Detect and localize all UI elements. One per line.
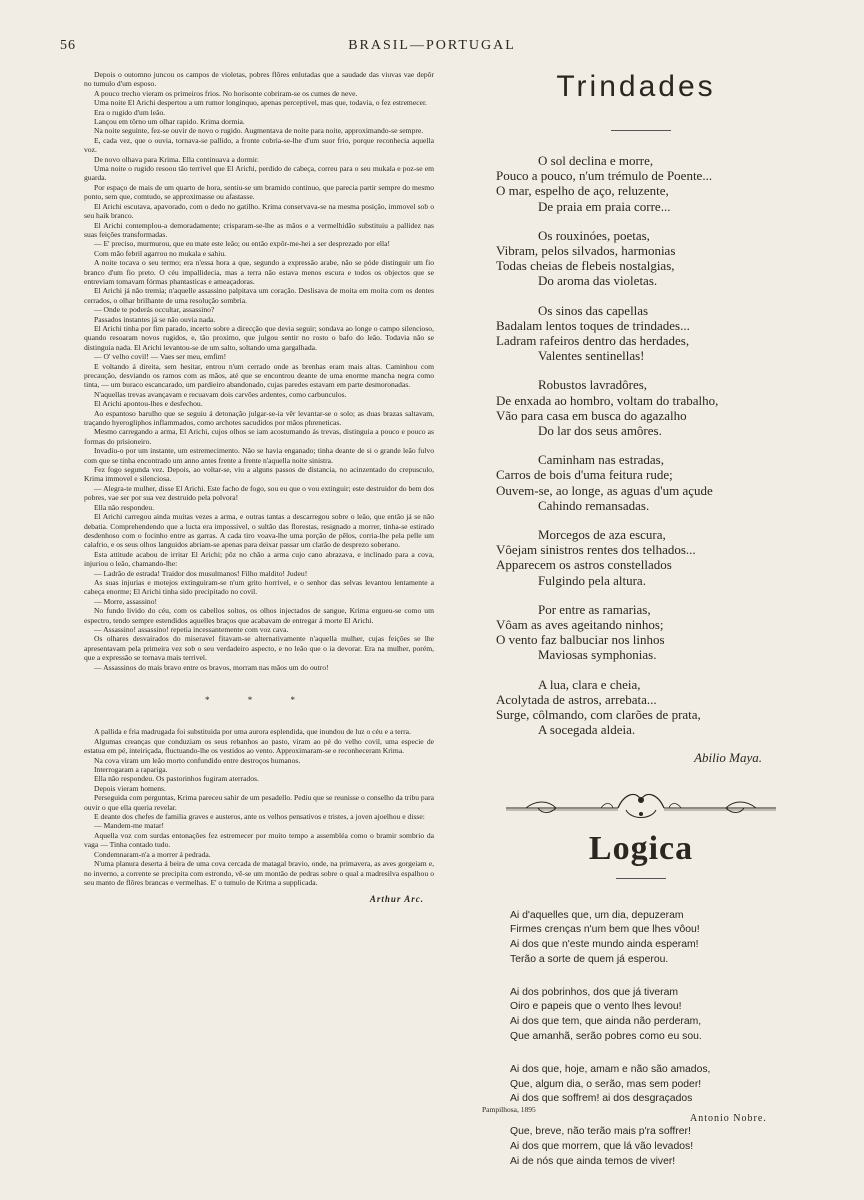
story-paragraph: N'uma planura deserta á beira de uma cova cercada de matagal bravio, onde, na primavera, as aves gorgeiam e, no inverno, a corrente se precipita com estrondo, vê-se um montão de pedras sobre o qual a madresilva espalhou o seu manto de flôres brancas e vermelhas. E' o tumulo de Krima a supplicada. xyxy=(84,859,434,887)
poem-stanza xyxy=(496,677,786,738)
story-paragraph: — Assassinos do mais bravo entre os bravos, morram nas mãos um do outro! xyxy=(94,662,329,672)
section-separator: * * * xyxy=(205,695,313,705)
story-paragraph: A noite tocava o seu termo; era n'essa hora a que, segundo a expressão arabe, não se póde distinguir um fio branco d'um fio preto. O céu impallidecia, mas a terra não estava menos escura e todos os objectos que se entreviam tomavam fórmas phantasticas e ameaçadoras. xyxy=(84,258,434,286)
story-part-2 xyxy=(84,727,434,887)
story-paragraph: E, cada vez, que o ouvia, tornava-se pallido, a fronte cobria-se-lhe d'um suor frio, porque reconhecia aquella voz. xyxy=(84,135,434,155)
story-paragraph: Esta attitude acabou de irritar El Arichi; pôz no chão a arma cujo cano abrazava, e inclinado para a cova, injuriou o leão, chamando-lhe: xyxy=(84,549,434,569)
poem-author-abilio: Abilio Maya. xyxy=(694,749,762,765)
story-paragraph: Com mão febril agarrou no mukala e sahiu. xyxy=(94,248,227,258)
poem-line: Do aroma das violetas. xyxy=(538,273,658,289)
story-paragraph: — O' velho covil! — Vaes ser meu, emfim! xyxy=(94,352,227,362)
story-paragraph: Ella não respondeu. xyxy=(94,502,155,512)
poem-line: Oiro e papeis que o vento lhes levou! xyxy=(510,1001,682,1013)
story-paragraph: No fundo livido do céu, com os cabellos soltos, os olhos injectados de sangue, Krima ergueu-se como um espectro, tendo sempre estendidos aquelles braços que acabavam de entregar á morte El Arichi. xyxy=(84,606,434,625)
poem-line: Ai dos que soffrem! ai dos desgraçados xyxy=(510,1093,693,1105)
poem-line: Ai dos pobrinhos, dos que já tiveram xyxy=(510,986,679,998)
story-paragraph: Condemnaram-n'a a morrer á pedrada. xyxy=(94,849,211,859)
poem-line: Ouvem-se, ao longe, as aguas d'um açude xyxy=(496,482,713,498)
story-paragraph: Era o rugido d'um leão. xyxy=(94,107,166,117)
poem-title-logica: Logica xyxy=(588,829,694,867)
story-paragraph: Invadiu-o por um instante, um estremecimento. Não se havia enganado; tinha deante de si o grande leão fulvo com que se tinha encontrado um anno antes frente a frente n'aquella noite sinistra. xyxy=(84,446,434,465)
story-paragraph: Fez fogo segunda vez. Depois, ao voltar-se, viu a alguns passos de distancia, no acinzentado do crepusculo, Krima immovel e silenciosa. xyxy=(84,465,434,484)
poem-line: Ai dos que n'este mundo ainda esperam! xyxy=(510,939,699,951)
poem-line: A lua, clara e cheia, xyxy=(538,676,641,692)
poem-line: De enxada ao hombro, voltam do trabalho, xyxy=(496,392,719,408)
poems-column xyxy=(496,70,786,1188)
story-paragraph: El Arichi contemplou-a demoradamente; crisparam-se-lhe as mãos e a vermelhidão substituiu a pallidez nas suas feições transformadas. xyxy=(84,220,434,239)
poem-line: Apparecem os astros constellados xyxy=(496,557,672,573)
story-paragraph: Algumas creanças que conduziam os seus rebanhos ao pasto, viram ao pé do velho covil, uma especie de estatua em pé, inteiriçada, fluctuando-lhe os vestidos ao vento. Approximaram-se e reconheceram Krima. xyxy=(84,736,434,756)
story-paragraph: — Ladrão de estrada! Traidor dos musulmanos! Filho maldito! Judeu! xyxy=(94,568,308,578)
poem-line: O vento faz balbuciar nos linhos xyxy=(496,632,665,648)
story-paragraph: El Arichi tinha por fim parado, incerto sobre a direcção que devia seguir; sondava ao longe o campo silencioso, quando resoaram novos rugidos, e, tão proximo, que julgou sentir no rosto o bafo do leão. Todavia não se distinguia nada. El Arichi levantou-se de um salto, soltando uma gargalhada. xyxy=(84,323,434,352)
page-number: 56 xyxy=(60,38,76,53)
story-paragraph: Perseguida com perguntas, Krima pareceu sahir de um pesadello. Pediu que se reunisse o conselho da tribu para ouvir o que ella queria revelar. xyxy=(84,793,434,812)
poem-line: Que, breve, não terão mais p'ra soffrer! xyxy=(510,1126,691,1138)
poem-stanza xyxy=(510,1125,786,1169)
story-paragraph: Ella não respondeu. Os pastorinhos fugiram aterrados. xyxy=(94,774,259,784)
story-paragraph: Por espaço de mais de um quarto de hora, sentiu-se um bramido continuo, que parecia partir sempre do mesmo ponto, sem que, comtudo, se approximasse ou afastasse. xyxy=(84,182,434,202)
poem-line: Pouco a pouco, n'um trémulo de Poente... xyxy=(496,168,713,184)
poem-stanza xyxy=(496,153,786,214)
story-paragraph: A pallida e fria madrugada foi substituida por uma aurora esplendida, que inundou de luz o céu e a terra. xyxy=(94,727,411,737)
poem-line: Todas cheias de flebeis nostalgias, xyxy=(496,258,675,274)
poem-line: Vibram, pelos silvados, harmonias xyxy=(496,243,676,259)
poem-line: Que amanhã, serão pobres como eu sou. xyxy=(510,1031,702,1043)
story-paragraph: As suas injurias e motejos extinguiram-se n'um grito horrivel, e o senhor das selvas levantou lentamente a cabeça enorme; El Arichi tinha sido precipitado no covil. xyxy=(84,577,434,597)
poem-line: Os rouxinóes, poetas, xyxy=(538,227,650,243)
story-paragraph: — Assassino! assassino! repetia incessantemente com voz cava. xyxy=(94,624,289,634)
poem-line: Ai d'aquelles que, um dia, depuzeram xyxy=(510,909,684,921)
story-paragraph: Ao espantoso barulho que se seguiu á detonação julgar-se-ia vêr levantar-se o solo; as duas brazas saltavam, traçando hyerogliphos inflammados, como archotes sacudidos por mãos phreneticas. xyxy=(84,408,434,428)
story-paragraph: Mesmo carregando a arma, El Arichi, cujos olhos se iam acostumando ás trevas, distinguia a pouco e pouco as formas do prisioneiro. xyxy=(84,427,434,446)
story-paragraph: — Alegra-te mulher, disse El Arichi. Este facho de fogo, sou eu que o vou extinguir; este destruidor do bem dos pobres, vae ser por sua vez destruido pela polvora! xyxy=(84,483,434,503)
story-part-1 xyxy=(84,70,434,672)
poem-line: Carros de bois d'uma feitura rude; xyxy=(496,467,673,483)
poem-logica-body xyxy=(510,909,786,1170)
story-paragraph: Passados instantes já se não ouvia nada. xyxy=(94,314,216,324)
story-paragraph: Lançou em tôrno um olhar rapido. Krima dormia. xyxy=(94,117,245,127)
poem-stanza xyxy=(496,228,786,289)
poem-line: Surge, côlmando, com clarões de prata, xyxy=(496,707,701,723)
poem-line: O sol declina e morre, xyxy=(538,153,654,168)
poem-line: Ladram rafeiros dentro das herdades, xyxy=(496,333,690,349)
story-paragraph: Na cova viram um leão morto confundido entre destroços humanos. xyxy=(94,755,301,765)
poem-line: Vôam as aves ageitando ninhos; xyxy=(496,617,664,633)
story-paragraph: Aquella voz com surdas entonações fez estremecer por muito tempo a assembléa como o bramir sombrio da vaga — Tinha contado tudo. xyxy=(84,830,434,850)
poem-line: Terão a sorte de quem já esperou. xyxy=(510,953,669,965)
poem-stanza xyxy=(496,527,786,588)
story-paragraph: — Mandem-me matar! xyxy=(94,821,165,831)
story-paragraph: Os olhares desvairados do miseravel fitavam-se alternativamente n'aquella mulher, cujas feições se lhe apresentavam pela primeira vez sob o seu verdadeiro aspecto, e no leão que o ia devorar. Era na mulher, porém, que a expressão se tornava mais terrivel. xyxy=(84,634,434,663)
poem-line: Ai dos que, hoje, amam e não são amados, xyxy=(510,1063,711,1075)
story-column xyxy=(84,70,434,905)
story-paragraph: Uma noite El Arichi despertou a um rumor longinquo, apenas perceptivel, mas que, todavia, o fez estremecer. xyxy=(94,98,427,108)
story-paragraph: Depois o outomno juncou os campos de violetas, pobres flôres enlutadas que a saudade das viuvas vae depôr no tumulo d'um esposo. xyxy=(84,70,434,89)
flourish-ornament-icon xyxy=(506,786,776,826)
poem-line: Maviosas symphonias. xyxy=(538,647,657,663)
poem-line: Os sinos das capellas xyxy=(538,302,649,318)
poem-line: Badalam lentos toques de trindades... xyxy=(496,317,690,333)
title-rule-2 xyxy=(616,878,666,879)
story-paragraph: — E' preciso, murmurou, que eu mate este leão; ou então expôr-me-hei a ser desprezado por ella! xyxy=(94,239,390,249)
story-paragraph: E voltando á direita, sem hesitar, entrou n'um cerrado onde as brenhas eram mais altas. Caminhou com precaução, desviando os ramos com as mãos, até que se encontrou deante de uma enorme mancha negra como tinta, — um buraco escancarado, um pardieiro abandonado, cujas paredes estavam em parte desmoronadas. xyxy=(84,361,434,390)
poem-line: Valentes sentinellas! xyxy=(538,348,645,364)
poem-place-date: Pampilhosa, 1895 xyxy=(482,1105,536,1114)
masthead: BRASIL—PORTUGAL xyxy=(348,38,516,53)
story-paragraph: N'aquellas trevas avançavam e recuavam dois carvões ardentes, como carbunculos. xyxy=(94,389,347,399)
poem-line: Firmes crenças n'um bem que lhes vôou! xyxy=(510,924,700,936)
story-paragraph: E deante dos chefes de familia graves e austeros, ante os velhos pensativos e tristes, a joven ajoelhou e disse: xyxy=(94,812,425,822)
story-paragraph: Na noite seguinte, fez-se ouvir de novo o rugido. Augmentava de noite para noite, approximando-se sempre. xyxy=(94,126,424,136)
story-paragraph: Depois vieram homens. xyxy=(94,783,166,793)
poem-line: De praia em praia corre... xyxy=(538,198,671,214)
poem-stanza xyxy=(496,452,786,513)
story-paragraph: — Morre, assassino! xyxy=(94,596,158,606)
poem-line: Que, algum dia, o serão, mas sem poder! xyxy=(510,1078,702,1090)
poem-line: Vão para casa em busca do agazalho xyxy=(496,407,687,423)
poem-trindades-body xyxy=(496,153,786,738)
story-author: Arthur Arc. xyxy=(369,894,424,905)
poem-line: Ai dos que morrem, que lá vão levados! xyxy=(510,1141,694,1153)
story-paragraph: De novo olhava para Krima. Ella continuava a dormir. xyxy=(94,154,259,164)
poem-line: Por entre as ramarias, xyxy=(538,601,651,617)
poem-stanza xyxy=(496,303,786,364)
story-paragraph: Interrogaram a rapariga. xyxy=(94,765,168,775)
story-paragraph: A pouco trecho vieram os primeiros frios. No horisonte cobriram-se os cumes de neve. xyxy=(94,88,358,98)
decorative-ornament xyxy=(506,786,786,826)
poem-line: A socegada aldeia. xyxy=(538,722,636,738)
poem-line: Acolytada de astros, arrebata... xyxy=(496,691,657,707)
poem-stanza xyxy=(496,602,786,663)
poem-line: Ai de nós que ainda temos de viver! xyxy=(510,1155,676,1167)
poem-title-trindades: Trindades xyxy=(556,70,716,103)
poem-line: O mar, espelho de aço, reluzente, xyxy=(496,183,669,199)
story-paragraph: El Arichi já não tremia; n'aquelle assassino palpitava um coração. Deslisava de moita em moita com os dentes cerrados, o olhar brilhante de uma resolução sombria. xyxy=(84,286,434,305)
poem-line: Ai dos que tem, que ainda não perderam, xyxy=(510,1016,702,1028)
poem-stanza xyxy=(510,1063,786,1107)
poem-line: Do lar dos seus amôres. xyxy=(538,423,662,439)
story-paragraph: Uma noite o rugido resoou tão terrivel que El Arichi, perdido de cabeça, correu para o seu mukala e poz-se em guarda. xyxy=(84,164,434,183)
poem-line: Morcegos de aza escura, xyxy=(538,527,666,543)
poem-line: Vôejam sinistros rentes dos telhados... xyxy=(496,542,696,558)
poem-line: Cahindo remansadas. xyxy=(538,497,650,513)
poem-line: Robustos lavradôres, xyxy=(538,377,648,393)
story-paragraph: — Onde te poderás occultar, assassino? xyxy=(94,305,215,315)
title-rule xyxy=(611,130,671,131)
poem-stanza xyxy=(510,909,786,968)
story-paragraph: El Arichi escutava, apavorado, com o dedo no gatilho. Krima conservava-se na mesma posição, immovel sob o seu haik branco. xyxy=(84,201,434,221)
poem-stanza xyxy=(510,986,786,1045)
poem-author-nobre: Antonio Nobre. xyxy=(690,1113,767,1124)
story-paragraph: El Arichi carregou ainda muitas vezes a arma, e outras tantas a descarregou sobre o leão, que então já se não debatia. Comprehendendo que a lucta era impossivel, o sultão das florestas, resignado a morrer, tinha-se estirado desdenhoso com o focinho entre as garras. A cada tiro voava-lhe uma porção de pêlos, corria-lhe pela pelle um calafrio, e os seus olhos languidos abriam-se apenas para deixar passar um clarão de desprezo soberano. xyxy=(84,512,434,550)
poem-line: Caminham nas estradas, xyxy=(538,452,664,468)
poem-line: Fulgindo pela altura. xyxy=(538,572,646,588)
story-paragraph: El Arichi apontou-lhes e desfechou. xyxy=(94,399,203,409)
poem-stanza xyxy=(496,377,786,438)
